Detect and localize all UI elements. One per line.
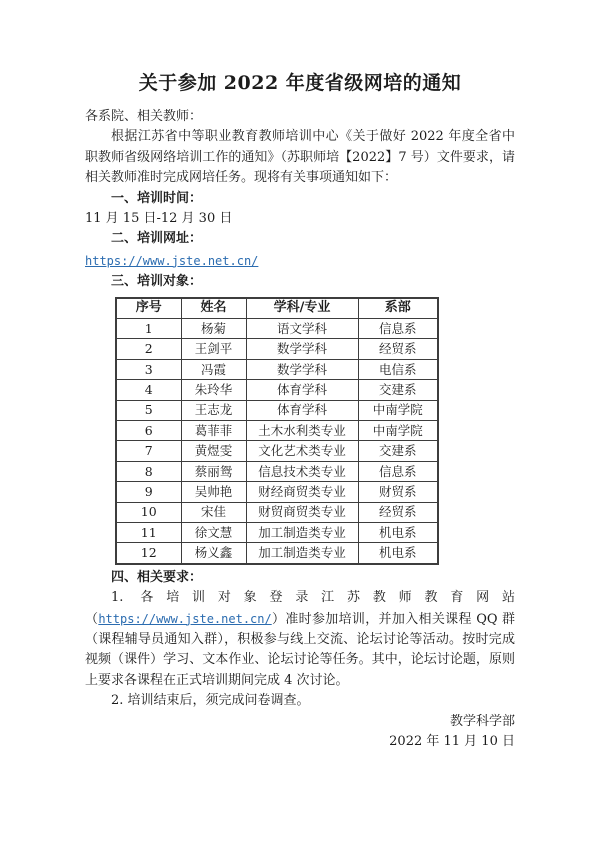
table-cell: 加工制造类专业 — [246, 522, 358, 542]
trainee-table — [115, 297, 439, 565]
table-cell: 1 — [116, 319, 181, 339]
table-cell: 葛菲菲 — [181, 421, 246, 441]
table-cell: 语文学科 — [246, 319, 358, 339]
table-row — [116, 380, 438, 400]
training-period: 11 月 15 日-12 月 30 日 — [85, 211, 233, 227]
col-header-dept: 系部 — [358, 298, 438, 319]
table-cell: 信息系 — [358, 319, 438, 339]
table-row — [116, 461, 438, 481]
table-row — [116, 359, 438, 379]
page-title: 关于参加 2022 年度省级网培的通知 — [138, 72, 462, 94]
table-cell: 杨菊 — [181, 319, 246, 339]
table-cell: 数学学科 — [246, 359, 358, 379]
table-cell: 加工制造类专业 — [246, 543, 358, 564]
section-3-heading: 三、培训对象： — [111, 274, 203, 290]
table-row — [116, 441, 438, 461]
requirement-1-text-post: ）准时参加培训，并加入相关课程 QQ 群（课程辅导员通知入群），积极参与线上交流、论坛讨论等活动。按时完成视频（课件）学习、文本作业、论坛讨论等任务。其中，论坛讨论题，原则上要求各课程在正式培训期间完成 4 次讨论。 — [85, 611, 515, 688]
inline-site-link[interactable]: https://www.jste.net.cn/ — [98, 611, 272, 626]
table-cell: 数学学科 — [246, 339, 358, 359]
table-cell: 杨义鑫 — [181, 543, 246, 564]
table-cell: 体育学科 — [246, 380, 358, 400]
table-cell: 财贸商贸类专业 — [246, 502, 358, 522]
table-cell: 财经商贸类专业 — [246, 482, 358, 502]
table-cell: 信息技术类专业 — [246, 461, 358, 481]
section-4-heading: 四、相关要求： — [111, 569, 203, 585]
table-cell: 3 — [116, 359, 181, 379]
salutation: 各系院、相关教师： — [85, 109, 203, 124]
table-cell: 体育学科 — [246, 400, 358, 420]
table-cell: 8 — [116, 461, 181, 481]
table-cell: 机电系 — [358, 543, 438, 564]
table-row — [116, 339, 438, 359]
table-cell: 朱玲华 — [181, 380, 246, 400]
table-row — [116, 522, 438, 542]
table-cell: 2 — [116, 339, 181, 359]
table-cell: 财贸系 — [358, 482, 438, 502]
table-cell: 王剑平 — [181, 339, 246, 359]
table-cell: 5 — [116, 400, 181, 420]
table-cell: 王志龙 — [181, 400, 246, 420]
table-row — [116, 421, 438, 441]
table-cell: 中南学院 — [358, 421, 438, 441]
table-cell: 交建系 — [358, 441, 438, 461]
table-row — [116, 482, 438, 502]
table-cell: 11 — [116, 522, 181, 542]
table-cell: 土木水利类专业 — [246, 421, 358, 441]
intro-paragraph: 根据江苏省中等职业教育教师培训中心《关于做好 2022 年度全省中职教师省级网络培训工作的通知》（苏职师培【2022】7 号）文件要求，请相关教师准时完成网培任务。现将有关事项通知如下： — [85, 129, 515, 186]
table-cell: 6 — [116, 421, 181, 441]
table-cell: 蔡丽鸳 — [181, 461, 246, 481]
table-cell: 吴帅艳 — [181, 482, 246, 502]
table-cell: 徐文慧 — [181, 522, 246, 542]
table-row — [116, 502, 438, 522]
section-1-heading: 一、培训时间： — [111, 190, 203, 206]
table-cell: 机电系 — [358, 522, 438, 542]
col-header-subject: 学科/专业 — [246, 298, 358, 319]
requirement-item-1 — [85, 588, 515, 691]
table-cell: 9 — [116, 482, 181, 502]
table-cell: 宋佳 — [181, 502, 246, 522]
table-row — [116, 543, 438, 564]
table-cell: 经贸系 — [358, 339, 438, 359]
table-cell: 中南学院 — [358, 400, 438, 420]
table-cell: 7 — [116, 441, 181, 461]
table-body — [116, 319, 438, 564]
table-cell: 经贸系 — [358, 502, 438, 522]
table-row — [116, 319, 438, 339]
col-header-name: 姓名 — [181, 298, 246, 319]
table-header-row — [116, 298, 438, 319]
table-cell: 交建系 — [358, 380, 438, 400]
table-cell: 4 — [116, 380, 181, 400]
table-cell: 电信系 — [358, 359, 438, 379]
table-cell: 信息系 — [358, 461, 438, 481]
training-site-link[interactable]: https://www.jste.net.cn/ — [85, 253, 259, 268]
table-row — [116, 400, 438, 420]
table-cell: 10 — [116, 502, 181, 522]
signature-department: 教学科学部 — [449, 713, 515, 729]
table-cell: 黄煜雯 — [181, 441, 246, 461]
signature-date: 2022 年 11 月 10 日 — [389, 733, 515, 749]
col-header-number: 序号 — [116, 298, 181, 319]
requirement-item-2: 2. 培训结束后，须完成问卷调查。 — [111, 693, 310, 709]
table-cell: 冯霞 — [181, 359, 246, 379]
table-cell: 文化艺术类专业 — [246, 441, 358, 461]
section-2-heading: 二、培训网址： — [111, 231, 203, 247]
table-cell: 12 — [116, 543, 181, 564]
requirement-1-text-pre: 1. 各培训对象登录江苏教师教育网站（ — [85, 590, 515, 627]
